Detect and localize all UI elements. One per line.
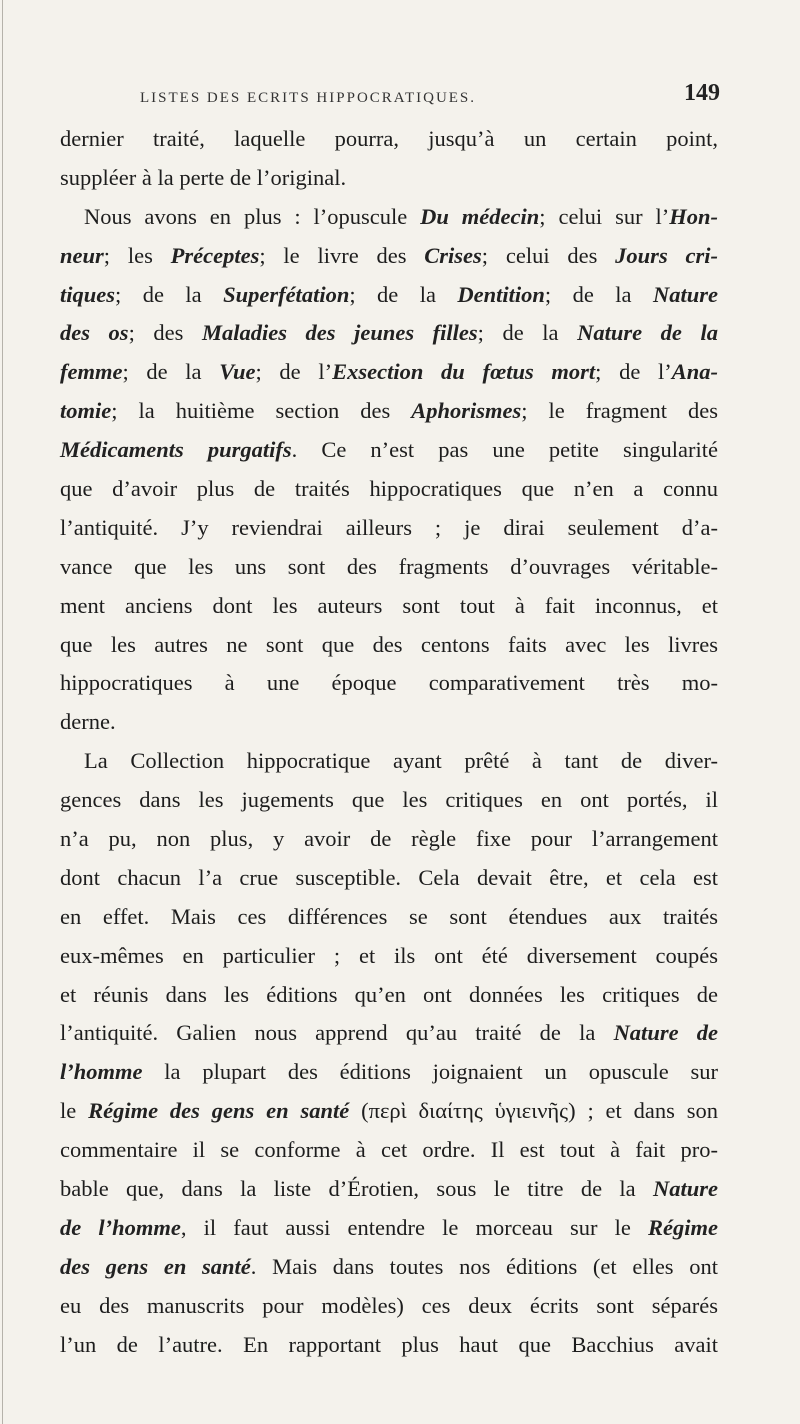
- text-line: [60, 1092, 718, 1131]
- text-segment: dernier traité, laquelle pourra, jusqu’à un certain point,: [60, 126, 718, 151]
- text-segment: , il faut aussi entendre le morceau sur le: [180, 1214, 649, 1240]
- text-line: [60, 703, 718, 742]
- italic-title: Ana-: [671, 359, 719, 385]
- page-number: 149: [684, 80, 720, 106]
- italic-title: Superfétation: [223, 281, 350, 307]
- italic-title: Dentition: [457, 281, 545, 307]
- italic-title: Vue: [219, 359, 256, 385]
- page-header: [60, 80, 720, 120]
- text-line: [60, 276, 718, 315]
- text-line: [60, 1287, 718, 1326]
- italic-title: l’homme: [60, 1059, 143, 1085]
- text-line: [60, 314, 718, 353]
- text-line: [60, 392, 718, 431]
- text-line: [60, 548, 718, 587]
- text-segment: La Collection hippocratique ayant prêté à tant de diver-: [84, 748, 718, 774]
- text-segment: . Mais dans toutes nos éditions (et elles ont: [250, 1253, 718, 1279]
- text-segment: ; de la: [349, 281, 458, 307]
- text-segment: derne.: [60, 709, 116, 735]
- text-segment: ; les: [103, 242, 171, 268]
- text-segment: le: [60, 1098, 89, 1124]
- italic-title: des os: [60, 320, 129, 346]
- italic-title: Aphorismes: [411, 398, 522, 424]
- italic-title: tomie: [60, 398, 112, 424]
- text-segment: l’antiquité. Galien nous apprend qu’au traité de la: [60, 1020, 614, 1046]
- italic-title: Nature: [652, 1176, 718, 1202]
- text-line: [60, 1170, 718, 1209]
- text-line: [60, 1053, 718, 1092]
- text-segment: ; de la: [115, 281, 224, 307]
- italic-title: Médicaments purgatifs: [60, 437, 292, 463]
- italic-title: Régime des gens en santé: [88, 1098, 350, 1124]
- text-segment: que d’avoir plus de traités hippocratiques que n’en a connu: [60, 476, 718, 502]
- page-edge-line: [2, 0, 3, 1424]
- italic-title: Maladies des jeunes filles: [201, 320, 478, 346]
- text-segment: vance que les uns sont des fragments d’ouvrages véritable-: [60, 553, 718, 579]
- text-segment: suppléer à la perte de l’original.: [60, 164, 347, 190]
- text-segment: ment anciens dont les auteurs sont tout à fait inconnus, et: [60, 592, 718, 618]
- text-segment: . Ce n’est pas une petite singularité: [291, 437, 718, 463]
- body-text: [60, 120, 718, 1365]
- italic-title: Nature de la: [577, 320, 718, 346]
- text-segment: ; celui sur l’: [539, 203, 670, 229]
- text-line: [60, 587, 718, 626]
- text-line: [60, 859, 718, 898]
- italic-title: Crises: [424, 242, 482, 268]
- text-segment: l’un de l’autre. En rapportant plus haut que Bacchius avait: [60, 1331, 718, 1357]
- italic-title: Hon-: [669, 203, 718, 229]
- text-line: [60, 509, 718, 548]
- text-segment: que les autres ne sont que des centons faits avec les livres: [60, 631, 718, 657]
- text-segment: ; de la: [477, 320, 578, 346]
- text-segment: commentaire il se conforme à cet ordre. Il est tout à fait pro-: [60, 1137, 718, 1163]
- text-line: [60, 431, 718, 470]
- text-line: [60, 1248, 718, 1287]
- text-segment: et réunis dans les éditions qu’en ont données les critiques de: [60, 981, 718, 1007]
- text-segment: la plupart des éditions joignaient un opuscule sur: [142, 1059, 718, 1085]
- text-line: [60, 976, 718, 1015]
- italic-title: Nature de: [613, 1020, 719, 1046]
- text-line: [60, 353, 718, 392]
- text-line: [60, 820, 718, 859]
- text-line: [60, 781, 718, 820]
- text-segment: ; le fragment des: [521, 398, 718, 424]
- italic-title: Régime: [648, 1214, 719, 1240]
- text-segment: gences dans les jugements que les critiques en ont portés, il: [60, 787, 718, 813]
- text-segment: dont chacun l’a crue susceptible. Cela devait être, et cela est: [60, 864, 718, 890]
- italic-title: neur: [60, 242, 104, 268]
- text-segment: ; la huitième section des: [111, 398, 412, 424]
- text-segment: ; de l’: [595, 359, 672, 385]
- text-segment: bable que, dans la liste d’Érotien, sous le titre de la: [60, 1176, 653, 1202]
- running-title: LISTES DES ECRITS HIPPOCRATIQUES.: [140, 90, 477, 106]
- text-line: [60, 470, 718, 509]
- text-segment: hippocratiques à une époque comparativement très mo-: [60, 670, 718, 696]
- text-line: [60, 937, 718, 976]
- text-line: [60, 1326, 718, 1365]
- italic-title: des gens en santé: [60, 1253, 251, 1279]
- text-segment: n’a pu, non plus, y avoir de règle fixe pour l’arrangement: [60, 826, 718, 852]
- text-line: [60, 626, 718, 665]
- italic-title: Du médecin: [420, 203, 540, 229]
- italic-title: tiques: [60, 281, 116, 307]
- italic-title: Préceptes: [170, 242, 260, 268]
- text-line: [60, 664, 718, 703]
- text-segment: (περὶ διαίτης ὑγιεινῆς) ; et dans son: [349, 1098, 718, 1124]
- text-line: [60, 1209, 718, 1248]
- text-segment: Nous avons en plus : l’opuscule: [84, 203, 421, 229]
- text-segment: ; des: [128, 320, 202, 346]
- text-segment: ; le livre des: [259, 242, 425, 268]
- text-line: [60, 898, 718, 937]
- text-line: [60, 237, 718, 276]
- text-segment: l’antiquité. J’y reviendrai ailleurs ; je dirai seulement d’a-: [60, 514, 718, 540]
- text-segment: en effet. Mais ces différences se sont étendues aux traités: [60, 903, 718, 929]
- italic-title: de l’homme: [60, 1214, 181, 1240]
- text-line: [60, 159, 718, 198]
- text-segment: ; de l’: [255, 359, 333, 385]
- text-segment: ; de la: [544, 281, 653, 307]
- text-line: [60, 120, 718, 159]
- text-line: [60, 198, 718, 237]
- text-segment: ; de la: [122, 359, 220, 385]
- italic-title: Nature: [652, 281, 718, 307]
- italic-title: femme: [60, 359, 123, 385]
- text-line: [60, 1131, 718, 1170]
- text-line: [60, 742, 718, 781]
- italic-title: Exsection du fœtus mort: [332, 359, 596, 385]
- text-line: [60, 1014, 718, 1053]
- italic-title: Jours cri-: [615, 242, 718, 268]
- text-segment: ; celui des: [481, 242, 616, 268]
- text-segment: eux-mêmes en particulier ; et ils ont été diversement coupés: [60, 942, 718, 968]
- text-segment: eu des manuscrits pour modèles) ces deux écrits sont séparés: [60, 1292, 718, 1318]
